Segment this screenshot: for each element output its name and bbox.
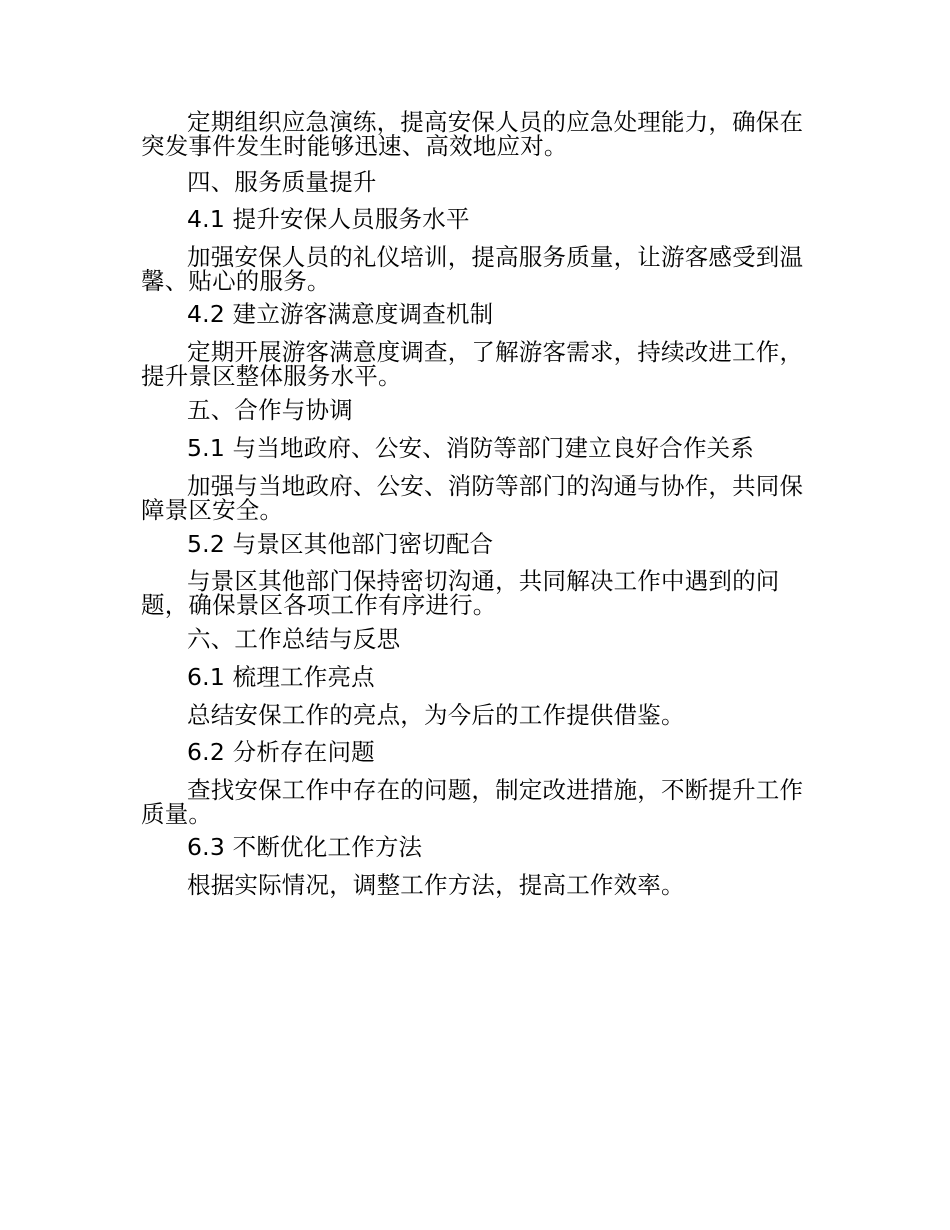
subheading-4-1: 4.1 提升安保人员服务水平: [187, 205, 470, 233]
paragraph-emergency-drills: 定期组织应急演练，提高安保人员的应急处理能力，确保在突发事件发生时能够迅速、高效地应对。: [141, 108, 804, 160]
paragraph-government-cooperation: 加强与当地政府、公安、消防等部门的沟通与协作，共同保障景区安全。: [141, 472, 804, 524]
section-heading-service-quality: 四、服务质量提升: [187, 168, 377, 196]
subheading-6-2: 6.2 分析存在问题: [187, 738, 375, 766]
paragraph-highlights: 总结安保工作的亮点，为今后的工作提供借鉴。: [187, 701, 685, 729]
subheading-6-3: 6.3 不断优化工作方法: [187, 833, 423, 861]
paragraph-satisfaction-survey: 定期开展游客满意度调查，了解游客需求，持续改进工作，提升景区整体服务水平。: [141, 338, 804, 390]
subheading-4-2: 4.2 建立游客满意度调查机制: [187, 300, 494, 328]
paragraph-problems: 查找安保工作中存在的问题，制定改进措施，不断提升工作质量。: [141, 776, 804, 828]
paragraph-optimize-methods: 根据实际情况，调整工作方法，提高工作效率。: [187, 871, 685, 899]
section-heading-cooperation: 五、合作与协调: [187, 396, 353, 424]
paragraph-etiquette-training: 加强安保人员的礼仪培训，提高服务质量，让游客感受到温馨、贴心的服务。: [141, 243, 804, 295]
subheading-5-1: 5.1 与当地政府、公安、消防等部门建立良好合作关系: [187, 434, 755, 462]
section-heading-summary: 六、工作总结与反思: [187, 625, 401, 653]
subheading-5-2: 5.2 与景区其他部门密切配合: [187, 530, 494, 558]
paragraph-department-coordination: 与景区其他部门保持密切沟通，共同解决工作中遇到的问题，确保景区各项工作有序进行。: [141, 567, 780, 619]
subheading-6-1: 6.1 梳理工作亮点: [187, 663, 375, 691]
